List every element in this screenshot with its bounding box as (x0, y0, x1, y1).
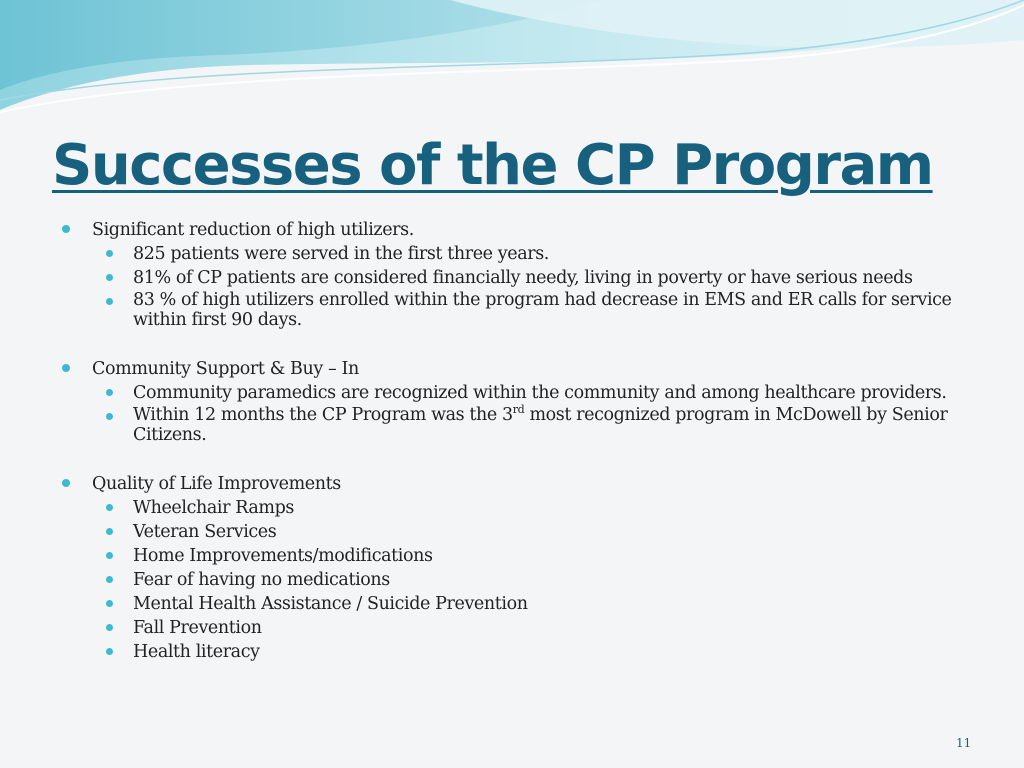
list-item: Veteran Services (60, 520, 980, 544)
section-heading: Quality of Life Improvements (60, 472, 980, 496)
bullet-dot-icon (62, 364, 70, 372)
section-community-support (60, 357, 980, 447)
slide-title: Successes of the CP Program (52, 133, 933, 198)
bullet-dot-icon (62, 479, 70, 487)
bullet-dot-icon (106, 600, 113, 607)
list-item-recognition: Within 12 months the CP Program was the 3rd most recognized program in McDowell by Senior Citizens. (60, 405, 980, 447)
bullet-dot-icon (106, 648, 113, 655)
list-item: Fear of having no medications (60, 568, 980, 592)
bullet-dot-icon (106, 552, 113, 559)
section-quality-of-life (60, 472, 980, 664)
bullet-dot-icon (106, 250, 113, 257)
bullet-dot-icon (106, 389, 113, 396)
bullet-dot-icon (62, 225, 70, 233)
list-item: Fall Prevention (60, 616, 980, 640)
header-wave-decoration (0, 0, 1024, 130)
list-item: 83 % of high utilizers enrolled within the program had decrease in EMS and ER calls for service within first 90 days. (60, 290, 980, 332)
bullet-dot-icon (106, 298, 113, 305)
list-item: 81% of CP patients are considered financially needy, living in poverty or have serious needs (60, 266, 980, 290)
bullet-content (60, 218, 980, 689)
list-item: Community paramedics are recognized within the community and among healthcare providers. (60, 381, 980, 405)
page-number: 11 (956, 736, 972, 750)
bullet-dot-icon (106, 624, 113, 631)
section-heading: Significant reduction of high utilizers. (60, 218, 980, 242)
list-item: Home Improvements/modifications (60, 544, 980, 568)
bullet-dot-icon (106, 274, 113, 281)
bullet-dot-icon (106, 528, 113, 535)
bullet-dot-icon (106, 576, 113, 583)
list-item: Mental Health Assistance / Suicide Prevention (60, 592, 980, 616)
list-item: 825 patients were served in the first three years. (60, 242, 980, 266)
list-item: Health literacy (60, 640, 980, 664)
bullet-dot-icon (106, 413, 113, 420)
bullet-dot-icon (106, 504, 113, 511)
section-high-utilizers (60, 218, 980, 332)
section-heading: Community Support & Buy – In (60, 357, 980, 381)
list-item: Wheelchair Ramps (60, 496, 980, 520)
